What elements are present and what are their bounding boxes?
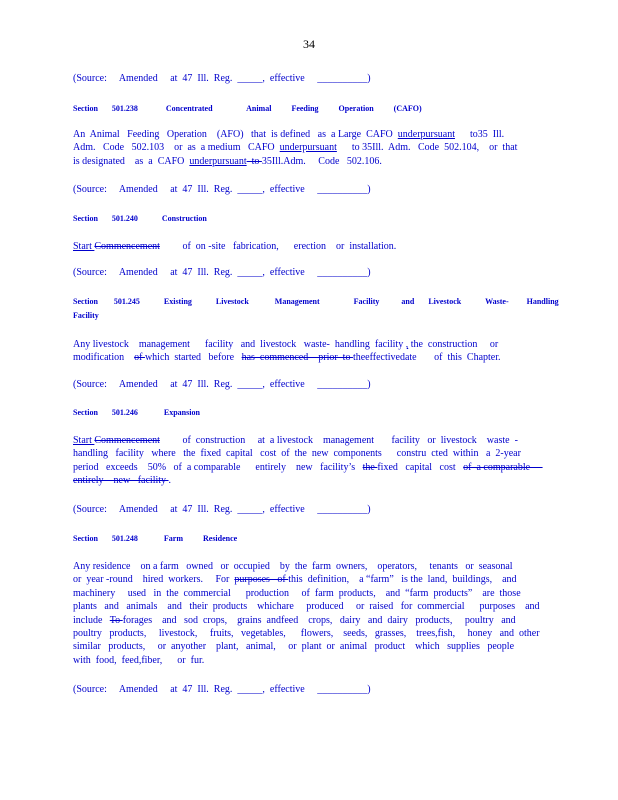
section-heading: Section 501.248 Farm Residence	[73, 534, 238, 543]
source-note: (Source: Amended at 47 Ill. Reg. _____, effective __________)	[73, 504, 371, 515]
deleted-text: Commencement	[94, 241, 160, 252]
text-line: Start Commencement of construction at a livestock management facility or livestock waste -	[73, 435, 518, 446]
text-line: or year -round hired workers. For purposes of this definition, a “farm” is the land, buildings, and	[73, 574, 517, 586]
section-heading: Section 501.240 Construction	[73, 214, 207, 223]
deleted-text: of	[134, 352, 145, 364]
inserted-text: Start	[73, 241, 95, 252]
text-line: An Animal Feeding Operation (AFO) that is defined as a Large CAFO underpursuant to35 Ill.	[73, 129, 505, 140]
text-line: period exceeds 50% of a comparable entirely new facility’s the fixed capital cost of a comparable	[73, 461, 543, 473]
section-heading: Section 501.238 Concentrated Animal Feeding Operation (CAFO)	[73, 104, 422, 113]
source-note: (Source: Amended at 47 Ill. Reg. _____, effective __________)	[73, 684, 371, 695]
deleted-text: of a comparable	[463, 461, 543, 473]
deleted-text: entirely new facility	[73, 475, 169, 487]
text-line: entirely new facility .	[73, 475, 172, 487]
text-line: plants and animals and their products whichare produced or raised for commercial purposes and	[73, 601, 540, 613]
source-note: (Source: Amended at 47 Ill. Reg. _____, effective __________)	[73, 267, 371, 278]
section-body	[73, 434, 543, 488]
section-heading: Section 501.246 Expansion	[73, 408, 200, 417]
source-note: (Source: Amended at 47 Ill. Reg. _____, effective __________)	[73, 73, 371, 84]
text-line: include To forages and sod crops, grains andfeed crops, dairy and dairy products, poultry and	[73, 614, 516, 626]
text-line: modification of which started before has commenced prior to theeffectivedate of this Chapter.	[73, 352, 501, 364]
section-body	[73, 560, 543, 667]
section-heading-continued: Facility	[73, 311, 99, 320]
page-number: 34	[303, 37, 315, 51]
text-line: handling facility where the fixed capital cost of the new components constru cted within a 2-year	[73, 448, 521, 460]
text-line: Start Commencement of on -site fabrication, erection or installation.	[73, 241, 397, 252]
text-line: Any residence on a farm owned or occupied by the farm owners, operators, tenants or seasonal	[73, 561, 513, 572]
inserted-text: Start	[73, 435, 95, 446]
source-note: (Source: Amended at 47 Ill. Reg. _____, effective __________)	[73, 379, 371, 390]
section-body	[73, 128, 543, 168]
text-line: Any livestock management facility and livestock waste- handling facility , the construction or	[73, 339, 499, 350]
deleted-text: To	[109, 614, 123, 626]
text-line: with food, feed,fiber, or fur.	[73, 654, 205, 666]
deleted-text: to	[246, 155, 262, 167]
source-note: (Source: Amended at 47 Ill. Reg. _____, effective __________)	[73, 184, 371, 195]
text-line: Adm. Code 502.103 or as a medium CAFO underpursuant to 35Ill. Adm. Code 502.104, or that	[73, 142, 518, 154]
inserted-text: ,	[405, 339, 409, 350]
deleted-text: Commencement	[94, 435, 160, 446]
section-body	[73, 338, 543, 365]
text-line: is designated as a CAFO underpursuant to 35Ill.Adm. Code 502.106.	[73, 155, 382, 167]
section-body	[73, 240, 543, 253]
deleted-text: the	[362, 461, 378, 473]
deleted-text: purposes of	[234, 574, 289, 586]
section-heading: Section 501.245 Existing Livestock Management Facility and Livestock Waste- Handling	[73, 297, 559, 306]
deleted-text: has commenced prior to	[241, 352, 353, 364]
text-line: poultry products, livestock, fruits, vegetables, flowers, seeds, grasses, trees,fish, honey and other	[73, 628, 540, 640]
text-line: similar products, or anyother plant, animal, or plant or animal product which supplies people	[73, 641, 515, 653]
inserted-text: underpursuant	[397, 129, 455, 140]
inserted-text: underpursuant	[279, 142, 337, 154]
inserted-text: underpursuant	[189, 155, 247, 167]
text-line: machinery used in the commercial production of farm products, and “farm products” are those	[73, 587, 521, 599]
